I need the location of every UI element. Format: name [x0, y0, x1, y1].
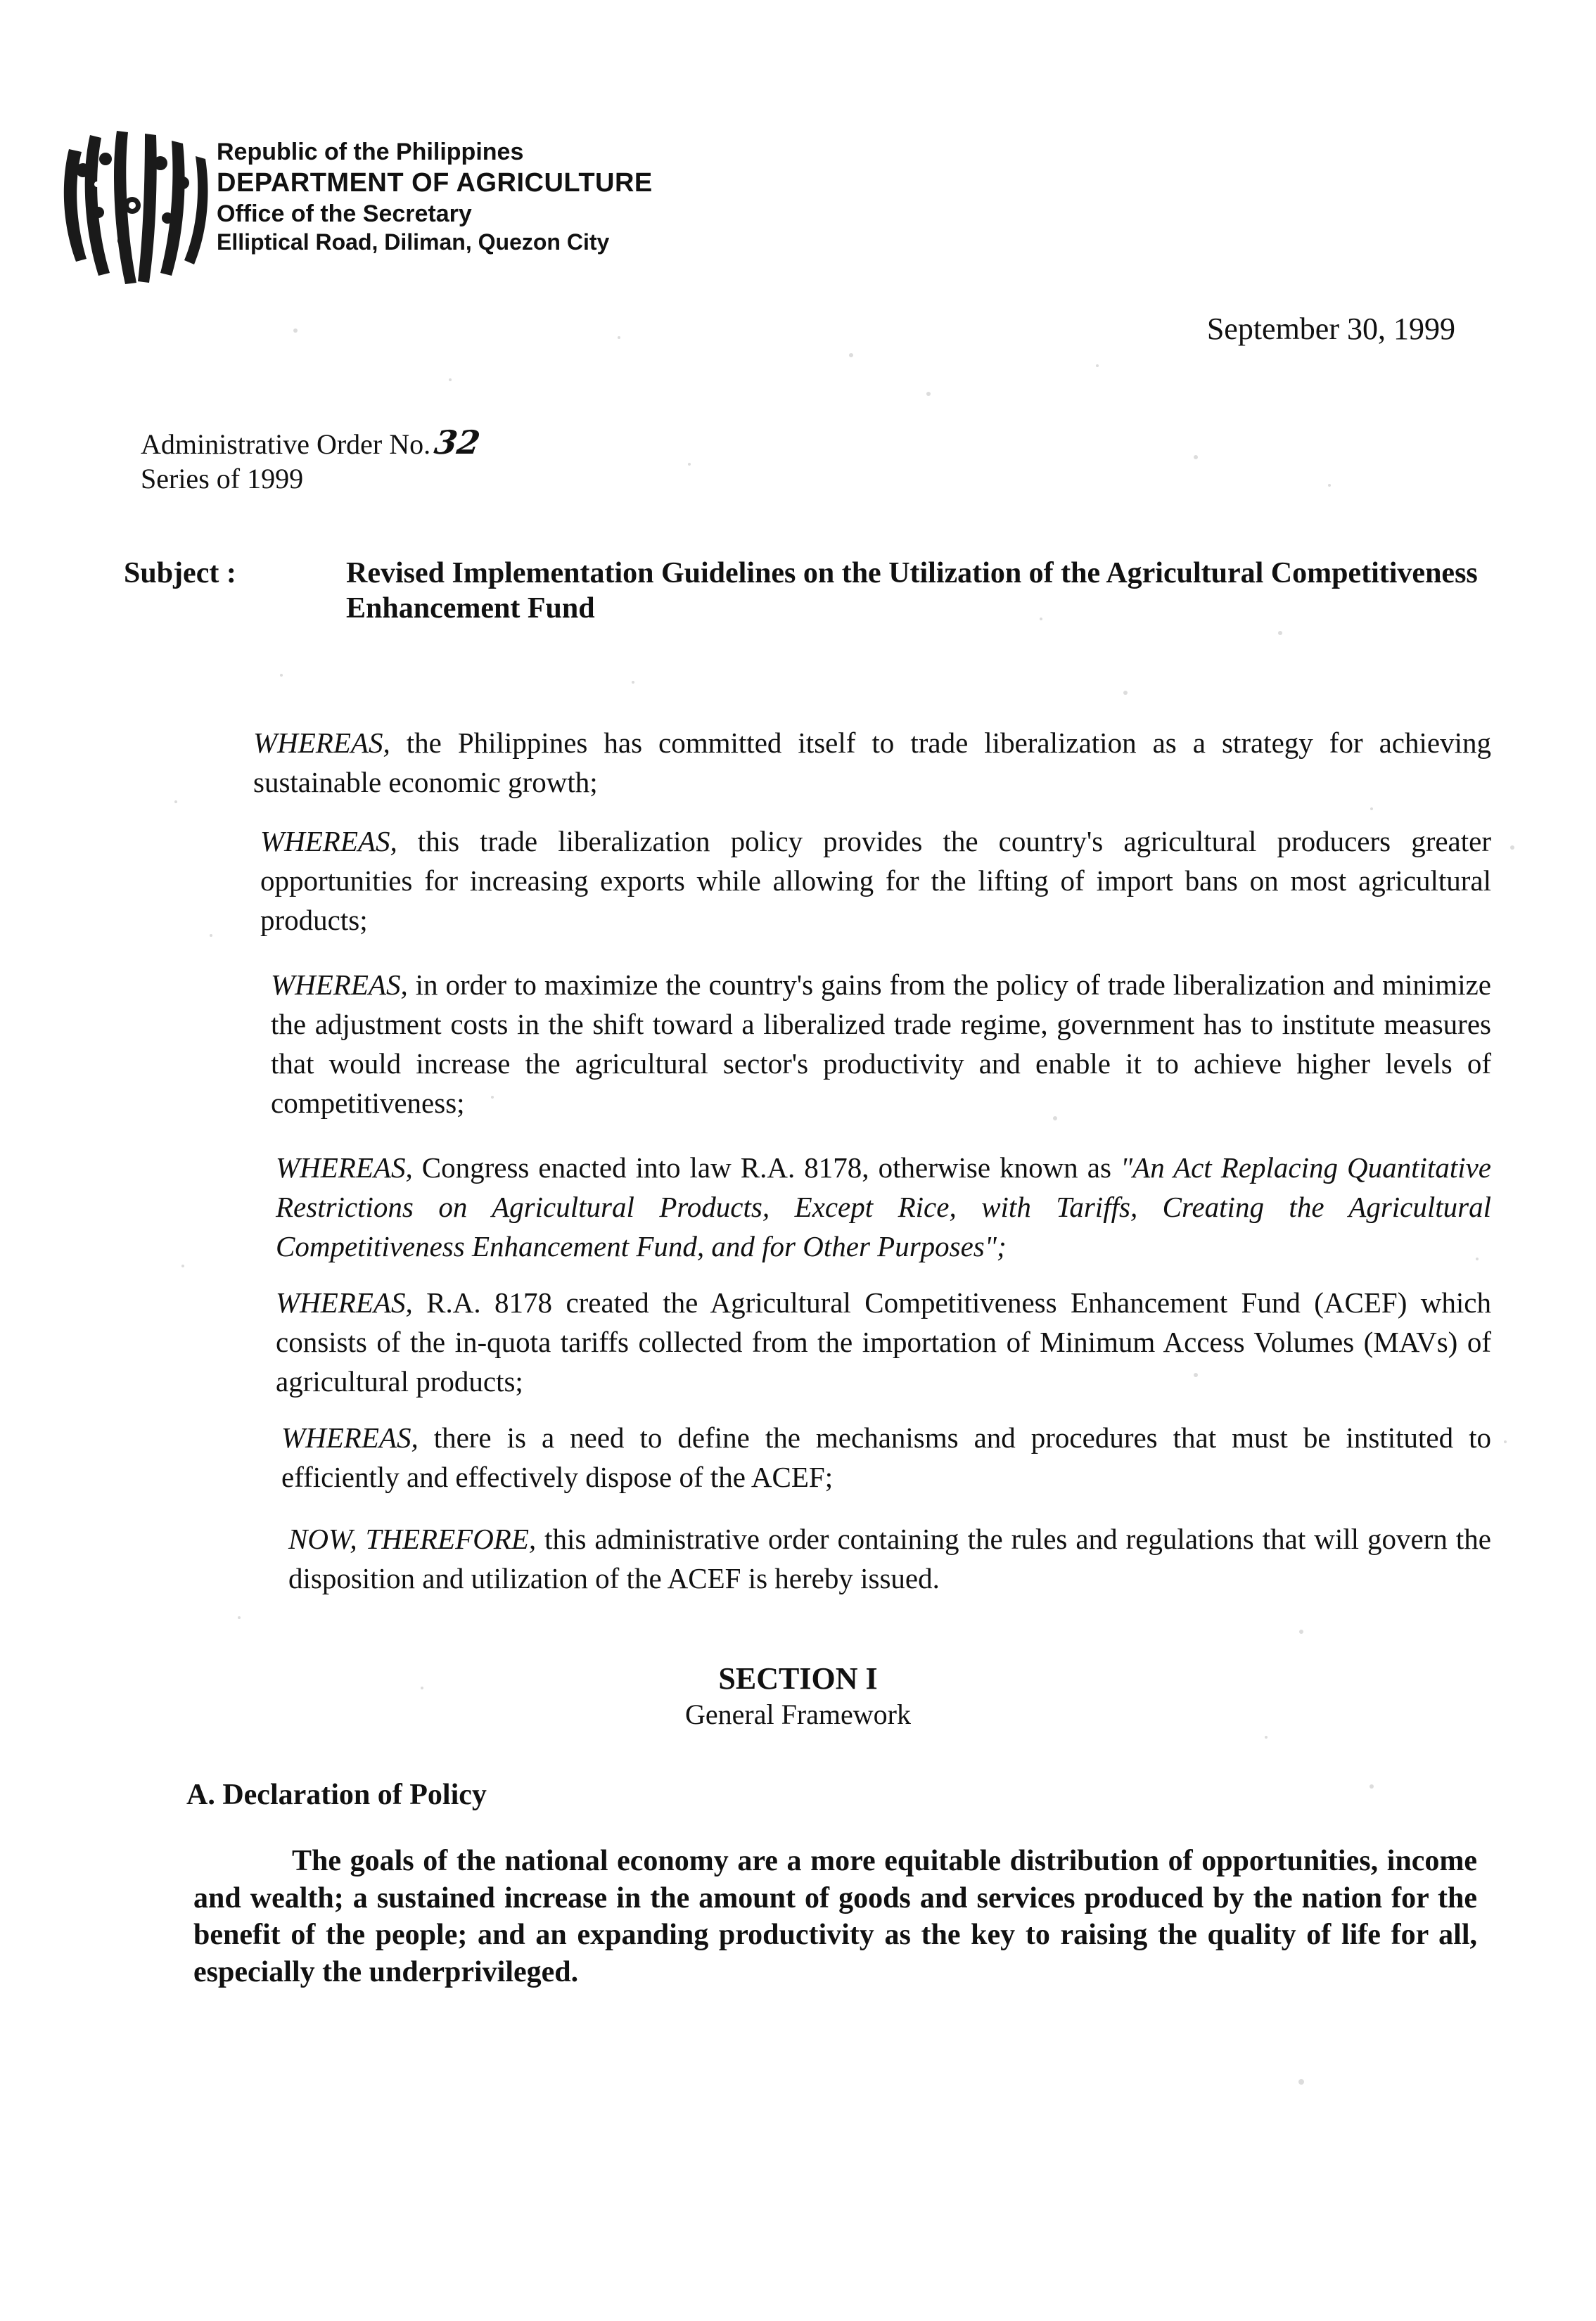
whereas-clause-1 — [253, 723, 1491, 802]
section-title: SECTION I — [718, 1661, 878, 1696]
clause-lead: WHEREAS, — [276, 1151, 413, 1184]
letterhead-country: Republic of the Philippines — [217, 139, 524, 165]
whereas-clause-6 — [281, 1418, 1491, 1497]
order-number: 32 — [432, 423, 483, 461]
clause-text: in order to maximize the country's gains from the policy of trade liberalization and minimize the adjustment costs in the shift toward a liberalized trade regime, government has to institute measures that would increase the agricultural sector's productivity and enable it to achieve higher levels of competitiveness; — [271, 968, 1491, 1120]
subject-text: Revised Implementation Guidelines on the Utilization of the Agricultural Competitiveness Enhancement Fund — [346, 557, 1478, 625]
declaration-paragraph — [193, 1843, 1477, 1990]
order-series: Series of 1999 — [141, 463, 304, 495]
act-title: "An Act Replacing Quantitative Restrictions on Agricultural Products, Except Rice, with Tariffs, Creating the Agricultural Competitiveness Enhancement Fund, and for Other Purposes"; — [276, 1151, 1491, 1263]
declaration-heading: A. Declaration of Policy — [186, 1779, 487, 1811]
whereas-clause-2 — [260, 821, 1491, 940]
order-label: Administrative Order No. — [141, 428, 431, 460]
declaration-text: The goals of the national economy are a more equitable distribution of opportunities, income and wealth; a sustained increase in the amount of goods and services produced by the nation for the benefit of the people; and an expanding productivity as the key to raising the quality of life for all, especially the underprivileged. — [193, 1845, 1477, 1988]
section-heading — [0, 1660, 1596, 1732]
letterhead — [217, 138, 653, 256]
order-block — [141, 423, 483, 496]
letterhead-department: DEPARTMENT OF AGRICULTURE — [217, 168, 653, 198]
clause-lead: WHEREAS, — [281, 1421, 419, 1454]
whereas-clause-5 — [276, 1283, 1491, 1401]
section-subtitle: General Framework — [685, 1698, 911, 1730]
clause-text: this administrative order containing the rules and regulations that will govern the disposition and utilization of the ACEF is hereby issued. — [288, 1523, 1491, 1595]
whereas-clause-4 — [276, 1148, 1491, 1266]
clause-lead: NOW, THEREFORE, — [288, 1523, 537, 1555]
subject-block — [124, 556, 1502, 627]
clause-lead: WHEREAS, — [276, 1286, 413, 1319]
letterhead-address: Elliptical Road, Diliman, Quezon City — [217, 229, 610, 255]
document-date: September 30, 1999 — [1206, 312, 1455, 346]
clause-lead: WHEREAS, — [253, 727, 390, 759]
whereas-clause-3 — [271, 965, 1491, 1123]
clause-text: this trade liberalization policy provides the country's agricultural producers greater opportunities for increasing exports while allowing for the lifting of import bans on most agricultural products; — [260, 825, 1491, 937]
now-therefore-clause — [288, 1519, 1491, 1598]
clause-lead: WHEREAS, — [271, 968, 408, 1001]
letterhead-office: Office of the Secretary — [217, 200, 472, 227]
clause-text: Congress enacted into law R.A. 8178, otherwise known as — [412, 1151, 1121, 1184]
clause-lead: WHEREAS, — [260, 825, 397, 857]
clause-text: the Philippines has committed itself to trade liberalization as a strategy for achieving sustainable economic growth; — [253, 727, 1491, 799]
department-seal-icon — [55, 128, 210, 288]
clause-text: there is a need to define the mechanisms and procedures that must be instituted to efficiently and effectively dispose of the ACEF; — [281, 1421, 1491, 1494]
clause-text: R.A. 8178 created the Agricultural Competitiveness Enhancement Fund (ACEF) which consists of the in-quota tariffs collected from the importation of Minimum Access Volumes (MAVs) of agricultural products; — [276, 1286, 1491, 1398]
subject-label: Subject : — [124, 557, 236, 589]
